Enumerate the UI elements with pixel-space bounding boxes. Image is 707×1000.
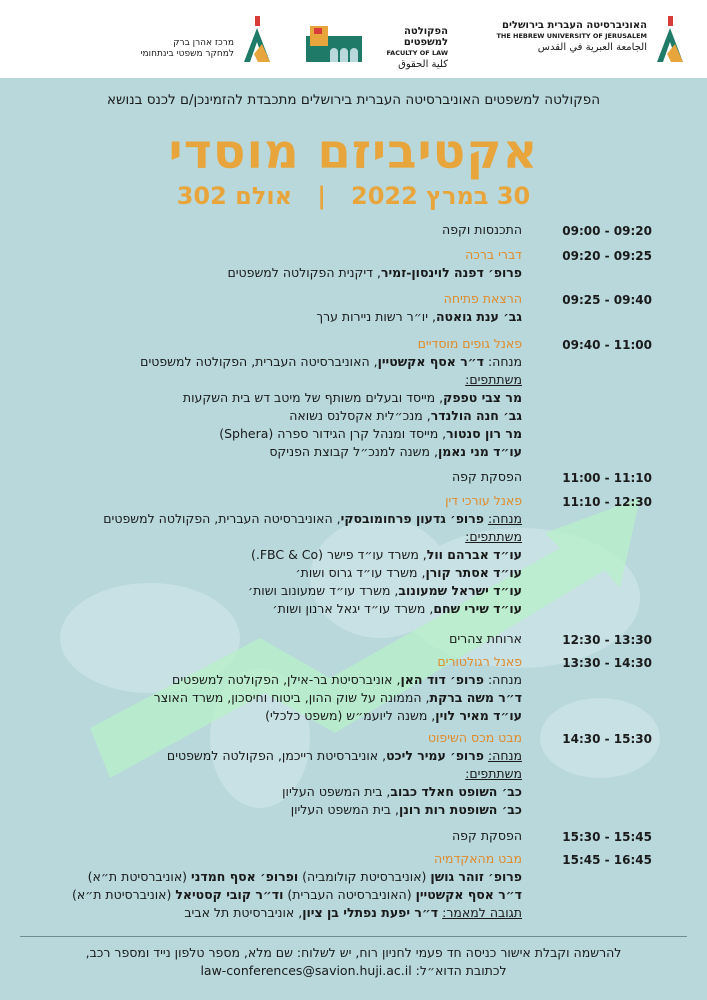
speaker-name: ד״ר אסף אקשטיין <box>415 887 522 902</box>
session-line <box>2 308 522 326</box>
barak-center-line1: מרכז אהרן ברק <box>173 38 234 48</box>
session-time: 13:30 - 14:30 <box>562 656 652 670</box>
session-time: 09:00 - 09:20 <box>562 224 652 238</box>
speaker-name: מר רון סנטור <box>446 426 522 441</box>
footer-divider <box>20 936 687 937</box>
line-text: , משנה ליועמ״ש (משפט כלכלי) <box>265 708 436 723</box>
session-line <box>2 221 522 239</box>
line-text: , משרד עו״ד גרוס ושות׳ <box>295 565 426 580</box>
session-line <box>2 783 522 801</box>
session-line <box>2 443 522 461</box>
session-line <box>2 582 522 600</box>
speaker-name: מר צבי טפפק <box>443 390 522 405</box>
line-text: , משנה למנכ״ל קבוצת הפניקס <box>269 444 438 459</box>
session-heading: פאנל גופים מוסדיים <box>417 336 522 351</box>
barak-center-line2: למחקר משפטי בינתחומי <box>140 49 234 59</box>
speaker-name: פרופ׳ דפנה לוינסון-זמיר <box>380 265 522 280</box>
session-heading: פאנל עורכי דין <box>445 493 522 508</box>
session-time: 09:20 - 09:25 <box>562 249 652 263</box>
speaker-name: ופרופ׳ אסף חמדני <box>191 869 299 884</box>
session-block <box>2 221 522 239</box>
speaker-name: גב׳ חנה הולנדר <box>430 408 522 423</box>
session-line <box>2 371 522 389</box>
session-line <box>2 353 522 371</box>
session-line <box>2 468 522 486</box>
line-text: , דיקנית הפקולטה למשפטים <box>227 265 381 280</box>
line-text: מנחה: <box>487 748 522 763</box>
line-text: , בית המשפט העליון <box>290 802 399 817</box>
session-line <box>2 407 522 425</box>
line-text: ארוחת צהרים <box>449 631 522 646</box>
session-heading: מבט מכס השיפוט <box>427 730 522 745</box>
session-line <box>2 765 522 783</box>
session-block <box>2 468 522 486</box>
speaker-name: ד״ר משה ברקת <box>429 690 522 705</box>
line-text: (האוניברסיטה העברית) <box>283 887 416 902</box>
invitation-text: הפקולטה למשפטים האוניברסיטה העברית בירושלים מתכבדת להזמינכן/ם לכנס בנושא <box>106 92 601 108</box>
line-text: , משרד עו״ד פישר (FBC & Co.) <box>250 547 427 562</box>
law-name-hebrew: הפקולטה למשפטים <box>403 26 448 48</box>
law-name-english: FACULTY OF LAW <box>386 49 448 57</box>
line-text: התכנסות וקפה <box>442 222 522 237</box>
session-time: 09:40 - 11:00 <box>562 338 652 352</box>
line-text: , אוניברסיטת רייכמן, הפקולטה למשפטים <box>166 748 387 763</box>
page-header <box>0 0 707 78</box>
line-text: מנחה: <box>483 354 522 369</box>
speaker-name: פרופ׳ דוד האן <box>400 672 484 687</box>
session-line <box>2 801 522 819</box>
session-time: 14:30 - 15:30 <box>562 732 652 746</box>
speaker-name: וד״ר קובי קסטיאל <box>175 887 284 902</box>
email-label: לכתובת הדוא״ל: <box>411 963 507 978</box>
session-block <box>2 246 522 282</box>
conference-date-hall: 30 במרץ 2022 | אולם 302 <box>176 182 531 210</box>
speaker-name: ד״ר אסף אקשטיין <box>377 354 484 369</box>
line-text: הפסקת קפה <box>452 828 522 843</box>
line-text: משתתפים: <box>465 529 522 544</box>
line-text: , האוניברסיטה העברית, הפקולטה למשפטים <box>140 354 378 369</box>
session-line <box>2 904 522 922</box>
session-line <box>2 510 522 528</box>
session-line <box>2 546 522 564</box>
line-text: משתתפים: <box>465 766 522 781</box>
line-text: (אוניברסיטת קולומביה) <box>298 869 431 884</box>
session-block <box>2 827 522 845</box>
speaker-name: גב׳ ענת גואטה <box>435 309 522 324</box>
session-line <box>2 707 522 725</box>
session-time: 09:25 - 09:40 <box>562 293 652 307</box>
registration-email-link[interactable]: law-conferences@savion.huji.ac.il <box>200 963 412 978</box>
session-line <box>2 886 522 904</box>
hebrew-university-emblem-icon <box>653 14 689 64</box>
line-text: , יו״ר רשות ניירות ערך <box>316 309 436 324</box>
faculty-building-icon <box>306 26 362 62</box>
line-text: , אוניברסיטת בר-אילן, הפקולטה למשפטים <box>172 672 401 687</box>
main-panel <box>0 78 707 1000</box>
line-text: , הממונה על שוק ההון, ביטוח וחיסכון, משרד האוצר <box>153 690 430 705</box>
session-line <box>2 868 522 886</box>
session-block <box>2 630 522 648</box>
session-block <box>2 290 522 326</box>
line-text: משתתפים: <box>465 372 522 387</box>
session-heading: הרצאת פתיחה <box>443 291 522 306</box>
hu-name-english: THE HEBREW UNIVERSITY OF JERUSALEM <box>496 32 647 40</box>
session-line <box>2 689 522 707</box>
line-text: תגובה למאמר: <box>442 905 522 920</box>
registration-instructions: להרשמה וקבלת אישור כניסה חד פעמי לחניון רוח, יש לשלוח: שם מלא, מספר טלפון נייד ומספר רכב, <box>85 945 622 960</box>
session-line <box>2 264 522 282</box>
speaker-name: פרופ׳ גדעון פרחומובסקי <box>340 511 484 526</box>
registration-footer <box>0 944 707 980</box>
session-time: 11:10 - 12:30 <box>562 495 652 509</box>
law-name-arabic: كلية الحقوق <box>398 59 448 70</box>
session-line <box>2 747 522 765</box>
session-time: 15:45 - 16:45 <box>562 853 652 867</box>
session-block <box>2 492 522 618</box>
line-text: , משרד עו״ד יגאל ארנון ושות׳ <box>272 601 434 616</box>
hu-name-hebrew: האוניברסיטה העברית בירושלים <box>501 20 647 31</box>
speaker-name: פרופ׳ זוהר גושן <box>430 869 522 884</box>
speaker-name: ד״ר יפעת נפתלי בן ציון <box>302 905 439 920</box>
session-line <box>2 425 522 443</box>
speaker-name: כב׳ השופט חאלד כבוב <box>390 784 522 799</box>
speaker-name: עו״ד אברהם וול <box>426 547 522 562</box>
session-time: 15:30 - 15:45 <box>562 830 652 844</box>
session-block <box>2 729 522 819</box>
line-text: (אוניברסיטת ת״א) <box>71 887 176 902</box>
session-heading: פאנל רגולטורים <box>437 654 522 669</box>
registration-email-line <box>0 962 707 980</box>
line-text: , משרד עו״ד שמעונוב ושות׳ <box>247 583 399 598</box>
speaker-name: עו״ד שירי שחם <box>433 601 522 616</box>
session-heading: מבט מהאקדמיה <box>434 851 522 866</box>
line-text: , האוניברסיטה העברית, הפקולטה למשפטים <box>103 511 341 526</box>
session-line <box>2 600 522 618</box>
conference-title: אקטיביזם מוסדי <box>168 124 539 180</box>
session-line <box>2 564 522 582</box>
line-text: הפסקת קפה <box>452 469 522 484</box>
line-text: , מייסד ומנהל קרן הגידור ספרה (Sphera) <box>219 426 447 441</box>
speaker-name: פרופ׳ עמיר ליכט <box>386 748 484 763</box>
line-text: , מייסד ובעלים משותף של מיטב דש בית השקעות <box>182 390 444 405</box>
speaker-name: כב׳ השופטת רות רונן <box>398 802 522 817</box>
session-block <box>2 653 522 725</box>
line-text: מנחה: <box>487 511 522 526</box>
session-line <box>2 671 522 689</box>
speaker-name: עו״ד מאיר לוין <box>435 708 522 723</box>
session-time: 11:00 - 11:10 <box>562 471 652 485</box>
session-block <box>2 850 522 922</box>
session-time: 12:30 - 13:30 <box>562 633 652 647</box>
session-heading: דברי ברכה <box>465 247 522 262</box>
speaker-name: עו״ד מני נאמן <box>437 444 522 459</box>
session-block <box>2 335 522 461</box>
hu-name-arabic: الجامعة العبرية في القدس <box>537 42 647 53</box>
line-text: , בית המשפט העליון <box>282 784 391 799</box>
session-line <box>2 389 522 407</box>
line-text: מנחה: <box>483 672 522 687</box>
session-line <box>2 528 522 546</box>
session-line <box>2 827 522 845</box>
speaker-name: עו״ד אסתר קורן <box>425 565 522 580</box>
line-text: (אוניברסיטת ת״א) <box>87 869 192 884</box>
session-line <box>2 630 522 648</box>
line-text: , מנכ״לית אקסלנס נשואה <box>289 408 431 423</box>
barak-center-emblem-icon <box>240 14 276 64</box>
speaker-name: עו״ד ישראל שמעונוב <box>398 583 522 598</box>
line-text: , אוניברסיטת תל אביב <box>184 905 303 920</box>
